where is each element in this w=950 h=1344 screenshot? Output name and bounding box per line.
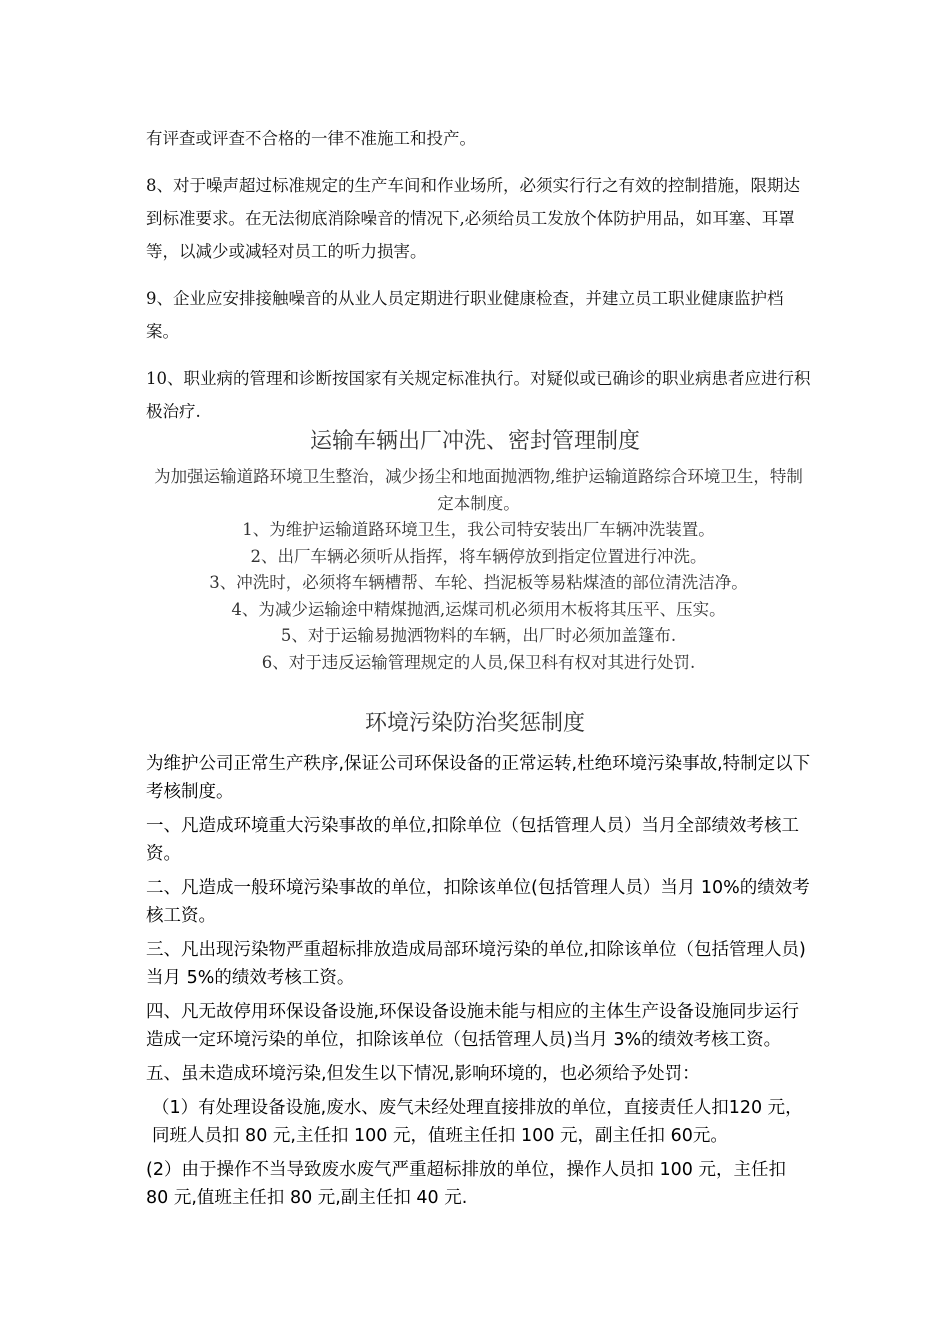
list-item: 4、为减少运输途中精煤抛洒,运煤司机必须用木板将其压平、压实。 [231,599,726,619]
section-title: 环境污染防治奖惩制度 [364,711,585,736]
paragraph: 一、凡造成环境重大污染事故的单位,扣除单位（包括管理人员）当月全部绩效考核工资。 [146,816,800,864]
paragraph: (2）由于操作不当导致废水废气严重超标排放的单位，操作人员扣 100 元，主任扣 80 元,值班主任扣 80 元,副主任扣 40 元. [146,1160,786,1208]
paragraph: 有评查或评查不合格的一律不准施工和投产。 [146,129,476,148]
pollution-rewards-section [146,750,811,1218]
paragraph: （1）有处理设备设施,废水、废气未经处理直接排放的单位，直接责任人扣120 元，同班人员扣 80 元,主任扣 100 元，值班主任扣 100 元，副主任扣 60元。 [152,1098,803,1146]
paragraph: 10、职业病的管理和诊断按国家有关规定标准执行。对疑似或已确诊的职业病患者应进行积极治疗. [146,369,811,421]
list-item: 3、冲洗时，必须将车辆槽帮、车轮、挡泥板等易粘煤渣的部位清洗洁净。 [209,573,748,592]
intro-paragraph: 为加强运输道路环境卫生整治，减少扬尘和地面抛洒物,维护运输道路综合环境卫生，特制定本制度。 [154,467,803,513]
paragraph: 五、虽未造成环境污染,但发生以下情况,影响环境的，也必须给予处罚： [146,1064,700,1084]
paragraph: 二、凡造成一般环境污染事故的单位，扣除该单位(包括管理人员）当月 10%的绩效考核工资。 [146,878,810,926]
occupational-health-section [146,122,811,428]
paragraph: 8、对于噪声超过标准规定的生产车间和作业场所，必须实行行之有效的控制措施，限期达到标准要求。在无法彻底消除噪音的情况下,必须给员工发放个体防护用品，如耳塞、耳罩等，以减少或减轻对员工的听力损害。 [146,176,800,261]
section-title: 运输车辆出厂冲洗、密封管理制度 [309,429,640,454]
paragraph: 三、凡出现污染物严重超标排放造成局部环境污染的单位,扣除该单位（包括管理人员)当月 5%的绩效考核工资。 [146,940,806,988]
list-item: 5、对于运输易抛洒物料的车辆，出厂时必须加盖篷布. [280,626,677,645]
paragraph: 9、企业应安排接触噪音的从业人员定期进行职业健康检查，并建立员工职业健康监护档案。 [146,289,784,341]
list-item: 6、对于违反运输管理规定的人员,保卫科有权对其进行处罚. [261,652,696,672]
vehicle-washing-section [146,464,811,676]
list-item: 2、出厂车辆必须听从指挥，将车辆停放到指定位置进行冲洗。 [250,546,707,566]
paragraph: 为维护公司正常生产秩序,保证公司环保设备的正常运转,杜绝环境污染事故,特制定以下考核制度。 [146,754,811,802]
paragraph: 四、凡无故停用环保设备设施,环保设备设施未能与相应的主体生产设备设施同步运行造成一定环境污染的单位，扣除该单位（包括管理人员)当月 3%的绩效考核工资。 [146,1002,800,1050]
list-item: 1、为维护运输道路环境卫生，我公司特安装出厂车辆冲洗装置。 [242,520,715,539]
